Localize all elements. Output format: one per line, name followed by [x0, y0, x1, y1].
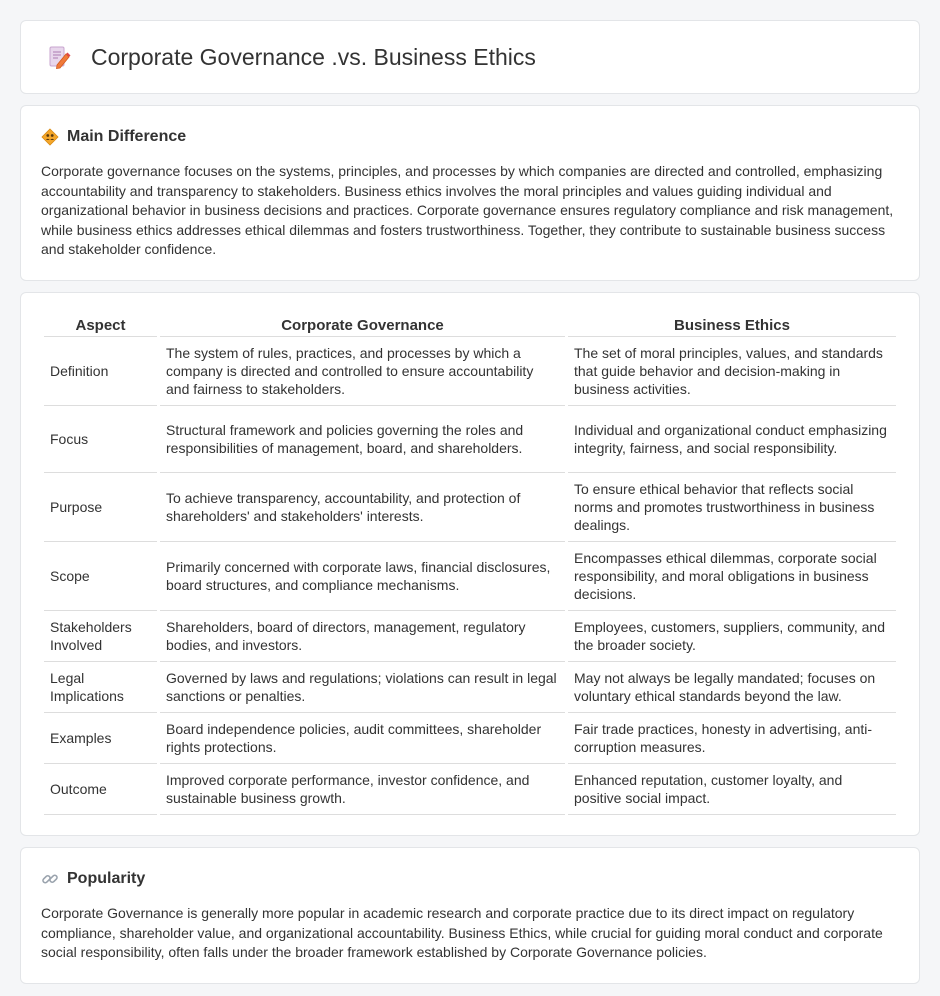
- document-edit-icon: [47, 45, 71, 69]
- aspect-cell: Definition: [44, 337, 157, 406]
- popularity-heading: [41, 870, 899, 888]
- link-icon: [41, 870, 59, 888]
- comparison-section: [20, 292, 920, 836]
- column-header-business-ethics: Business Ethics: [568, 313, 896, 337]
- popularity-title: Popularity: [67, 869, 146, 887]
- business-ethics-cell: Fair trade practices, honesty in advertising, anti-corruption measures.: [568, 713, 896, 764]
- main-difference-section: [20, 105, 920, 281]
- corporate-governance-cell: Shareholders, board of directors, management, regulatory bodies, and investors.: [160, 611, 565, 662]
- column-header-aspect: Aspect: [44, 313, 157, 337]
- diamond-people-icon: [41, 128, 59, 146]
- business-ethics-cell: Employees, customers, suppliers, community, and the broader society.: [568, 611, 896, 662]
- business-ethics-cell: May not always be legally mandated; focuses on voluntary ethical standards beyond the law.: [568, 662, 896, 713]
- business-ethics-cell: Individual and organizational conduct emphasizing integrity, fairness, and social responsibility.: [568, 406, 896, 473]
- aspect-cell: Scope: [44, 542, 157, 611]
- table-row: [44, 611, 896, 662]
- main-difference-text: Corporate governance focuses on the systems, principles, and processes by which companies are directed and controlled, emphasizing accountability and transparency to stakeholders. Business ethics involves the moral principles and values guiding individual and organizational behavior in business decisions and practices. Corporate governance ensures regulatory compliance and risk management, while business ethics addresses ethical dilemmas and fosters trustworthiness. Together, they contribute to sustainable business success and stakeholder confidence.: [41, 163, 894, 258]
- aspect-cell: Stakeholders Involved: [44, 611, 157, 662]
- corporate-governance-cell: Improved corporate performance, investor confidence, and sustainable business growth.: [160, 764, 565, 815]
- table-row: [44, 713, 896, 764]
- aspect-cell: Examples: [44, 713, 157, 764]
- table-header-row: [44, 313, 896, 337]
- business-ethics-cell: The set of moral principles, values, and standards that guide behavior and decision-making in business activities.: [568, 337, 896, 406]
- table-row: [44, 662, 896, 713]
- business-ethics-cell: To ensure ethical behavior that reflects social norms and promotes trustworthiness in business dealings.: [568, 473, 896, 542]
- corporate-governance-cell: To achieve transparency, accountability, and protection of shareholders' and stakeholders' interests.: [160, 473, 565, 542]
- aspect-cell: Focus: [44, 406, 157, 473]
- popularity-section: [20, 847, 920, 984]
- table-row: [44, 406, 896, 473]
- popularity-text: Corporate Governance is generally more popular in academic research and corporate practice due to its direct impact on regulatory compliance, shareholder value, and organizational accountability. Business Ethics, while crucial for guiding moral conduct and corporate social responsibility, often falls under the broader framework established by Corporate Governance policies.: [41, 904, 883, 961]
- corporate-governance-cell: The system of rules, practices, and processes by which a company is directed and controlled to ensure accountability and fairness to stakeholders.: [160, 337, 565, 406]
- table-row: [44, 764, 896, 815]
- aspect-cell: Purpose: [44, 473, 157, 542]
- main-difference-heading: [41, 128, 899, 146]
- main-difference-title: Main Difference: [67, 128, 187, 145]
- business-ethics-cell: Encompasses ethical dilemmas, corporate social responsibility, and moral obligations in business decisions.: [568, 542, 896, 611]
- corporate-governance-cell: Governed by laws and regulations; violations can result in legal sanctions or penalties.: [160, 662, 565, 713]
- corporate-governance-cell: Structural framework and policies governing the roles and responsibilities of management, board, and shareholders.: [160, 406, 565, 473]
- corporate-governance-cell: Board independence policies, audit committees, shareholder rights protections.: [160, 713, 565, 764]
- page-title: Corporate Governance .vs. Business Ethics: [91, 43, 536, 70]
- business-ethics-cell: Enhanced reputation, customer loyalty, and positive social impact.: [568, 764, 896, 815]
- aspect-cell: Legal Implications: [44, 662, 157, 713]
- table-row: [44, 542, 896, 611]
- aspect-cell: Outcome: [44, 764, 157, 815]
- table-row: [44, 337, 896, 406]
- table-row: [44, 473, 896, 542]
- column-header-corporate-governance: Corporate Governance: [160, 313, 565, 337]
- comparison-table: [41, 313, 899, 815]
- title-card: [20, 20, 920, 94]
- corporate-governance-cell: Primarily concerned with corporate laws, financial disclosures, board structures, and compliance mechanisms.: [160, 542, 565, 611]
